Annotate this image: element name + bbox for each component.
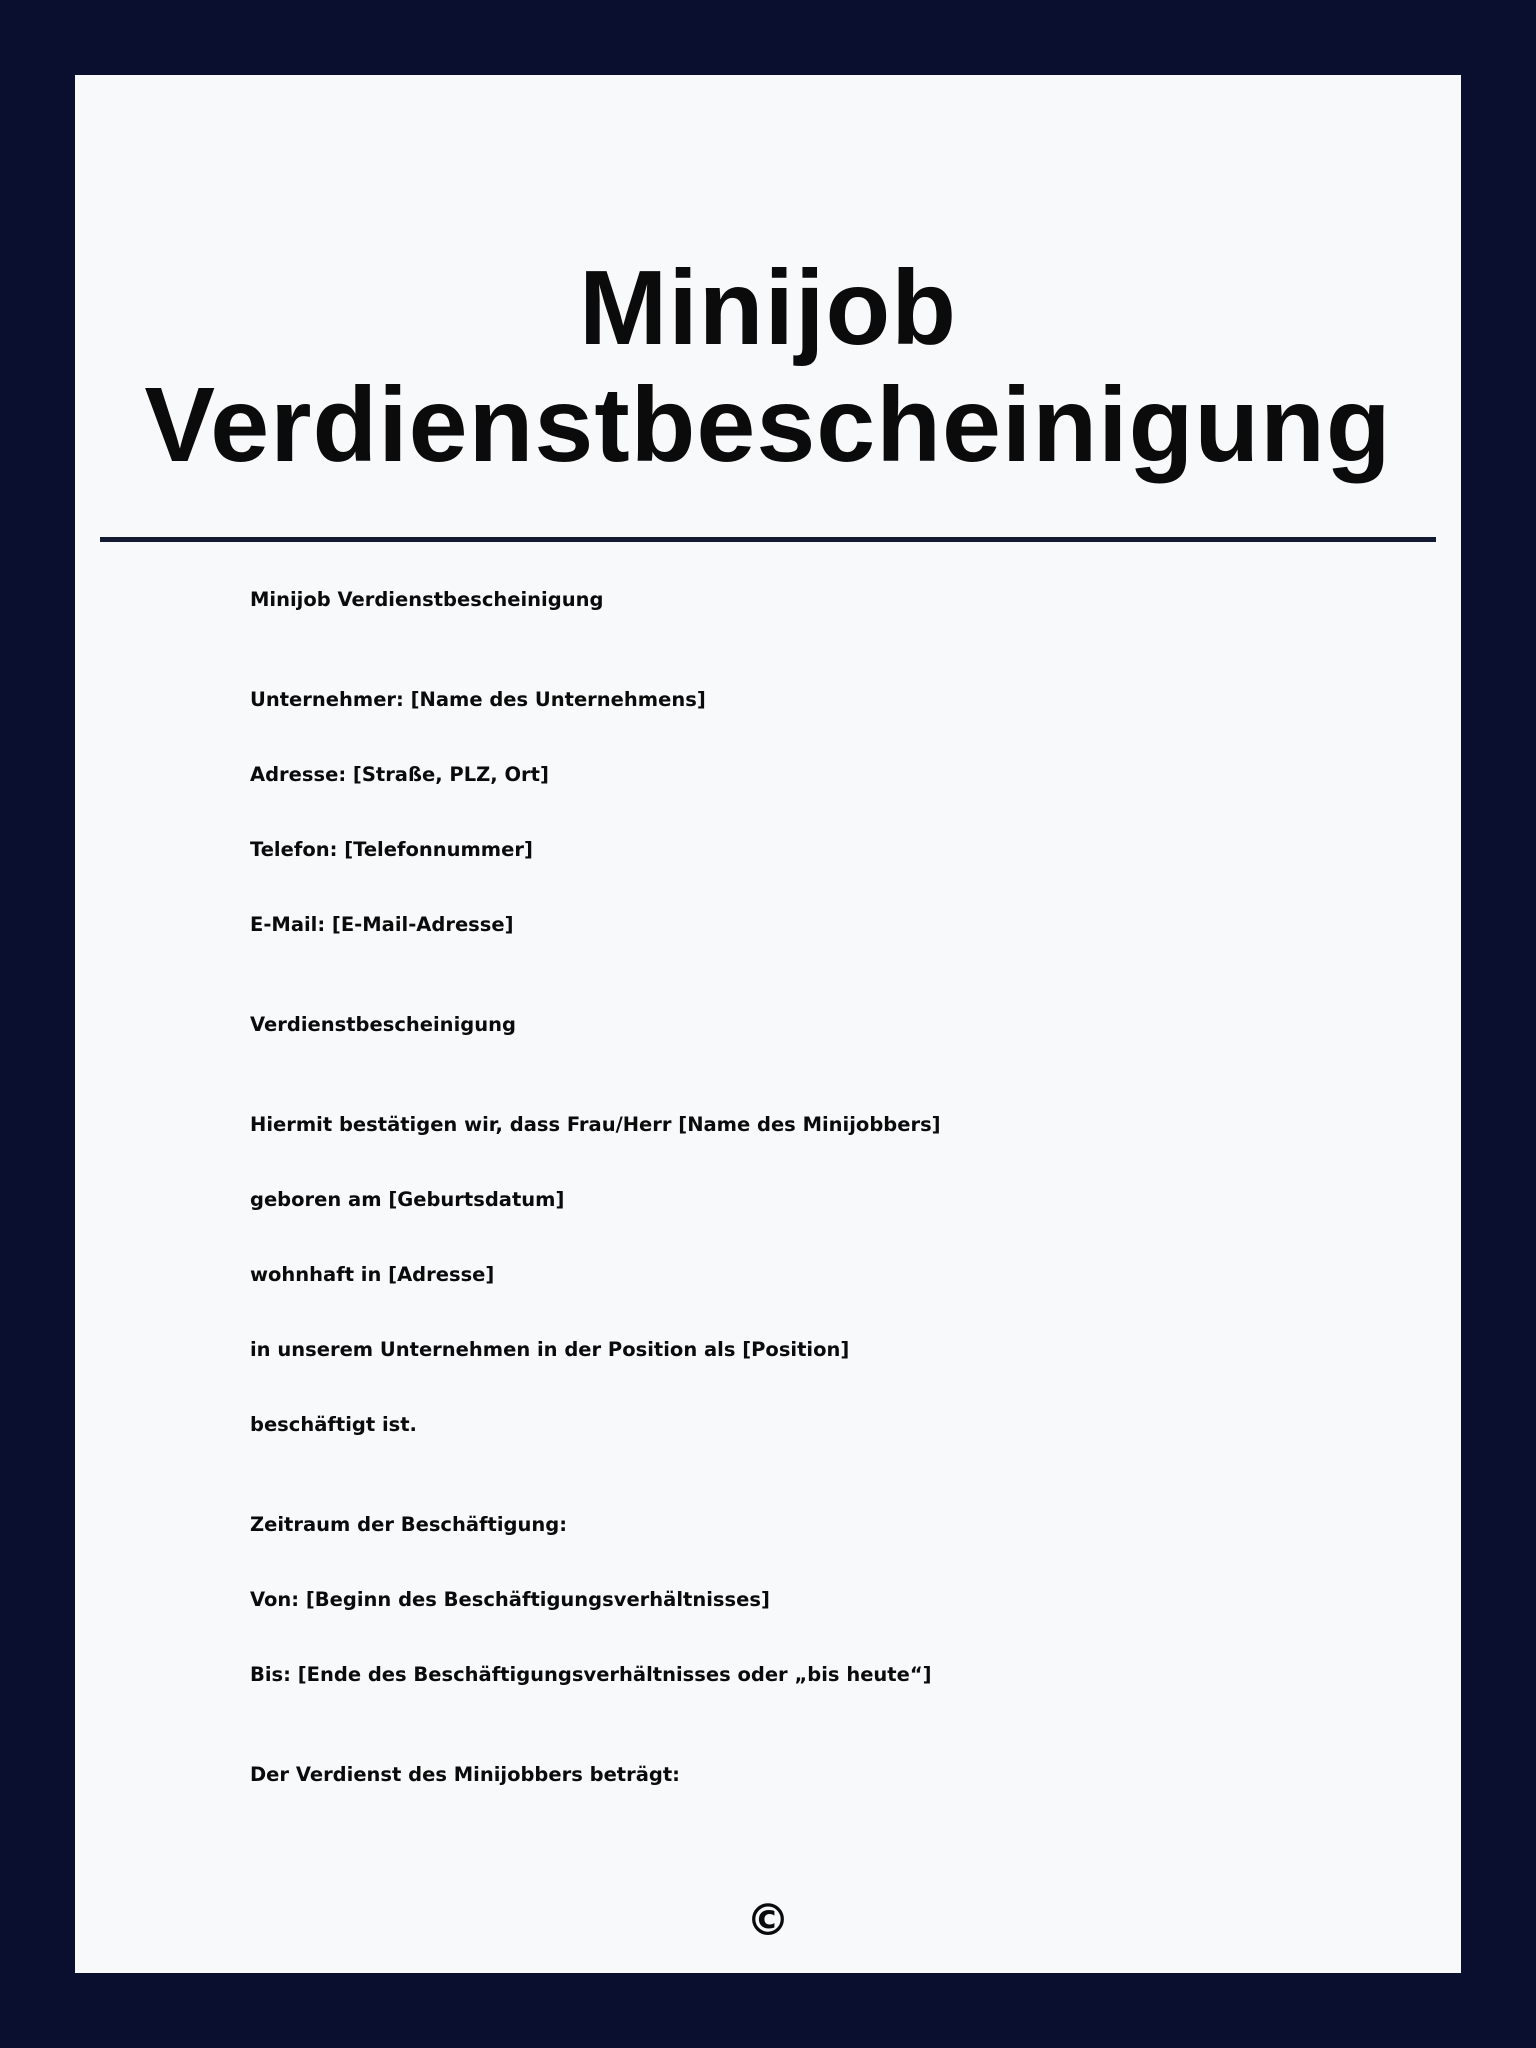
title-line-1: Minijob xyxy=(579,249,957,367)
period-to-line: Bis: [Ende des Beschäftigungsverhältnisses oder „bis heute“] xyxy=(250,1663,932,1686)
company-email-line: E-Mail: [E-Mail-Adresse] xyxy=(250,913,514,936)
document-title xyxy=(75,250,1461,484)
copyright-symbol: © xyxy=(746,1895,790,1946)
company-phone-line: Telefon: [Telefonnummer] xyxy=(250,838,533,861)
title-divider xyxy=(100,537,1436,542)
employed-line: beschäftigt ist. xyxy=(250,1413,417,1436)
period-from-line: Von: [Beginn des Beschäftigungsverhältnisses] xyxy=(250,1588,770,1611)
earnings-line: Der Verdienst des Minijobbers beträgt: xyxy=(250,1763,680,1786)
document-page xyxy=(75,75,1461,1973)
birthdate-line: geboren am [Geburtsdatum] xyxy=(250,1188,565,1211)
residence-line: wohnhaft in [Adresse] xyxy=(250,1263,495,1286)
title-line-2: Verdienstbescheinigung xyxy=(144,366,1392,484)
company-address-line: Adresse: [Straße, PLZ, Ort] xyxy=(250,763,549,786)
section-heading: Verdienstbescheinigung xyxy=(250,1013,516,1036)
company-name-line: Unternehmer: [Name des Unternehmens] xyxy=(250,688,706,711)
position-line: in unserem Unternehmen in der Position als [Position] xyxy=(250,1338,850,1361)
doc-heading: Minijob Verdienstbescheinigung xyxy=(250,588,604,611)
period-heading: Zeitraum der Beschäftigung: xyxy=(250,1513,567,1536)
confirmation-line: Hiermit bestätigen wir, dass Frau/Herr [Name des Minijobbers] xyxy=(250,1113,941,1136)
